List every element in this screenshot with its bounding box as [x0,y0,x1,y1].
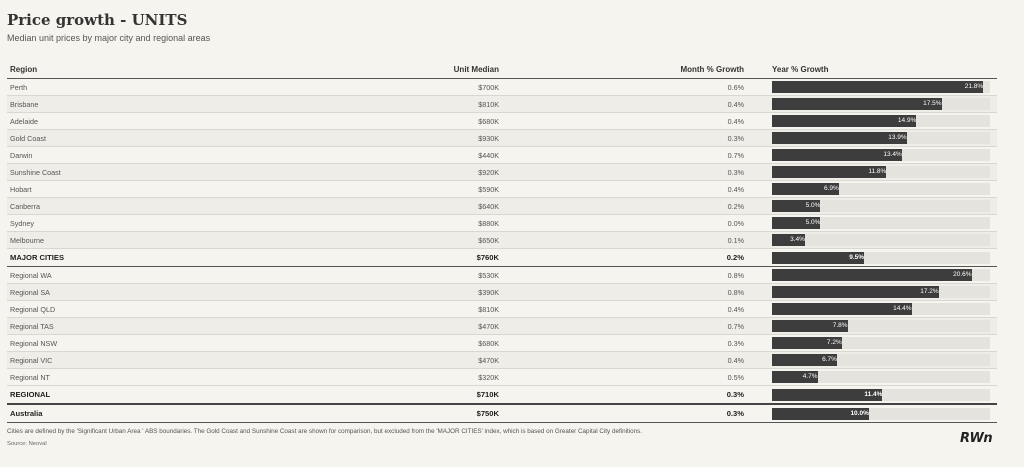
month-growth-cell: 0.6% [502,79,747,96]
year-growth-bar-track [772,234,990,246]
region-cell: MAJOR CITIES [7,249,387,267]
year-growth-label: 10.0% [850,409,869,417]
year-growth-bar-track [772,115,990,127]
year-growth-label: 11.4% [864,390,883,398]
year-growth-cell [747,386,997,405]
table-row [7,352,997,369]
table-row [7,113,997,130]
month-growth-cell: 0.4% [502,181,747,198]
region-cell: Regional VIC [7,352,387,369]
year-growth-label: 14.4% [893,305,912,312]
year-growth-bar-track [772,183,990,195]
year-growth-label: 3.4% [790,236,805,243]
table-total-row [7,249,997,267]
table-body [7,79,997,423]
month-growth-cell: 0.4% [502,301,747,318]
month-growth-cell: 0.3% [502,404,747,423]
unit-median-cell: $930K [387,130,502,147]
region-cell: Gold Coast [7,130,387,147]
unit-median-cell: $530K [387,267,502,284]
page-subtitle: Median unit prices by major city and regional areas [7,33,211,43]
year-growth-cell [747,352,997,369]
table-row [7,369,997,386]
year-growth-label: 5.0% [805,202,821,209]
region-cell: Canberra [7,198,387,215]
year-growth-label: 4.7% [802,373,818,380]
unit-median-cell: $590K [387,181,502,198]
year-growth-bar-track [772,217,990,229]
year-growth-bar-track [772,149,990,161]
region-cell: Brisbane [7,96,387,113]
year-growth-bar-track [772,303,990,315]
year-growth-label: 17.5% [923,100,942,107]
footnote: Cities are defined by the 'Significant Urban Area ' ABS boundaries. The Gold Coast and Sunshine Coast are shown for comparison, but excluded from the 'MAJOR CITIES' index, which is based on Greater Capital City definitions. [7,428,643,435]
table-row [7,96,997,113]
unit-median-cell: $700K [387,79,502,96]
month-growth-cell: 0.7% [502,147,747,164]
unit-median-cell: $470K [387,352,502,369]
table-row [7,181,997,198]
page-title: Price growth - UNITS [7,11,188,29]
year-growth-cell [747,215,997,232]
year-growth-label: 20.6% [953,271,972,278]
year-growth-label: 7.2% [826,339,842,346]
year-growth-label: 6.9% [824,185,839,192]
year-growth-label: 5.0% [805,219,821,226]
table-row [7,301,997,318]
table-row [7,267,997,284]
month-growth-cell: 0.1% [502,232,747,249]
year-growth-cell [747,249,997,267]
unit-median-cell: $650K [387,232,502,249]
table-total-row [7,404,997,423]
year-growth-bar-track [772,286,990,298]
year-growth-bar-track [772,371,990,383]
table-row [7,318,997,335]
month-growth-cell: 0.4% [502,96,747,113]
year-growth-cell [747,79,997,96]
region-cell: Regional NT [7,369,387,386]
year-growth-label: 9.5% [849,253,865,261]
year-growth-cell [747,301,997,318]
month-growth-cell: 0.4% [502,352,747,369]
region-cell: Regional QLD [7,301,387,318]
year-growth-label: 6.7% [822,356,837,363]
month-growth-cell: 0.7% [502,318,747,335]
year-growth-label: 17.2% [920,288,939,295]
year-growth-bar-track [772,320,990,332]
year-growth-cell [747,369,997,386]
region-cell: Perth [7,79,387,96]
year-growth-cell [747,284,997,301]
month-growth-cell: 0.2% [502,198,747,215]
unit-median-cell: $470K [387,318,502,335]
region-cell: Hobart [7,181,387,198]
year-growth-bar-track [772,81,990,93]
unit-median-cell: $680K [387,113,502,130]
year-growth-cell [747,404,997,423]
month-growth-cell: 0.5% [502,369,747,386]
year-growth-bar-track [772,166,990,178]
table-total-row [7,386,997,405]
year-growth-bar-track [772,132,990,144]
region-cell: Darwin [7,147,387,164]
year-growth-bar-track [772,354,990,366]
year-growth-cell [747,96,997,113]
year-growth-label: 13.9% [888,134,907,141]
header-month-growth: Month % Growth [502,61,747,79]
year-growth-bar-track [772,200,990,212]
price-growth-table [7,61,997,423]
year-growth-label: 21.8% [964,83,984,90]
month-growth-cell: 0.0% [502,215,747,232]
table-row [7,232,997,249]
year-growth-cell [747,164,997,181]
header-year-growth: Year % Growth [747,61,997,79]
unit-median-cell: $750K [387,404,502,423]
region-cell: Regional TAS [7,318,387,335]
year-growth-bar-track [772,408,990,420]
table-row [7,164,997,181]
unit-median-cell: $390K [387,284,502,301]
year-growth-bar-track [772,269,990,281]
table-row [7,198,997,215]
unit-median-cell: $440K [387,147,502,164]
region-cell: Sydney [7,215,387,232]
year-growth-bar-track [772,337,990,349]
month-growth-cell: 0.3% [502,335,747,352]
year-growth-label: 14.9% [897,117,917,124]
brand-logo: RWn [960,431,993,446]
table-row [7,215,997,232]
month-growth-cell: 0.8% [502,284,747,301]
year-growth-cell [747,267,997,284]
table-row [7,335,997,352]
month-growth-cell: 0.3% [502,386,747,405]
source-note: Source: Neoval [7,441,47,447]
region-cell: Adelaide [7,113,387,130]
table-row [7,284,997,301]
month-growth-cell: 0.3% [502,130,747,147]
year-growth-cell [747,318,997,335]
region-cell: Sunshine Coast [7,164,387,181]
month-growth-cell: 0.2% [502,249,747,267]
unit-median-cell: $640K [387,198,502,215]
month-growth-cell: 0.8% [502,267,747,284]
table-header-row [7,61,997,79]
table-row [7,130,997,147]
unit-median-cell: $810K [387,96,502,113]
year-growth-bar-track [772,389,990,401]
year-growth-label: 13.4% [883,151,902,158]
unit-median-cell: $760K [387,249,502,267]
table-row [7,79,997,96]
region-cell: Regional WA [7,267,387,284]
year-growth-cell [747,181,997,198]
year-growth-label: 11.8% [868,168,887,175]
year-growth-label: 7.8% [832,322,848,329]
month-growth-cell: 0.4% [502,113,747,130]
region-cell: REGIONAL [7,386,387,405]
year-growth-cell [747,232,997,249]
region-cell: Regional SA [7,284,387,301]
year-growth-cell [747,113,997,130]
unit-median-cell: $810K [387,301,502,318]
unit-median-cell: $710K [387,386,502,405]
year-growth-cell [747,335,997,352]
year-growth-cell [747,198,997,215]
year-growth-cell [747,130,997,147]
table-row [7,147,997,164]
unit-median-cell: $320K [387,369,502,386]
region-cell: Australia [7,404,387,423]
header-region: Region [7,61,387,79]
header-unit-median: Unit Median [387,61,502,79]
unit-median-cell: $680K [387,335,502,352]
year-growth-bar-track [772,252,990,264]
region-cell: Melbourne [7,232,387,249]
unit-median-cell: $880K [387,215,502,232]
year-growth-bar-track [772,98,990,110]
region-cell: Regional NSW [7,335,387,352]
year-growth-cell [747,147,997,164]
unit-median-cell: $920K [387,164,502,181]
month-growth-cell: 0.3% [502,164,747,181]
